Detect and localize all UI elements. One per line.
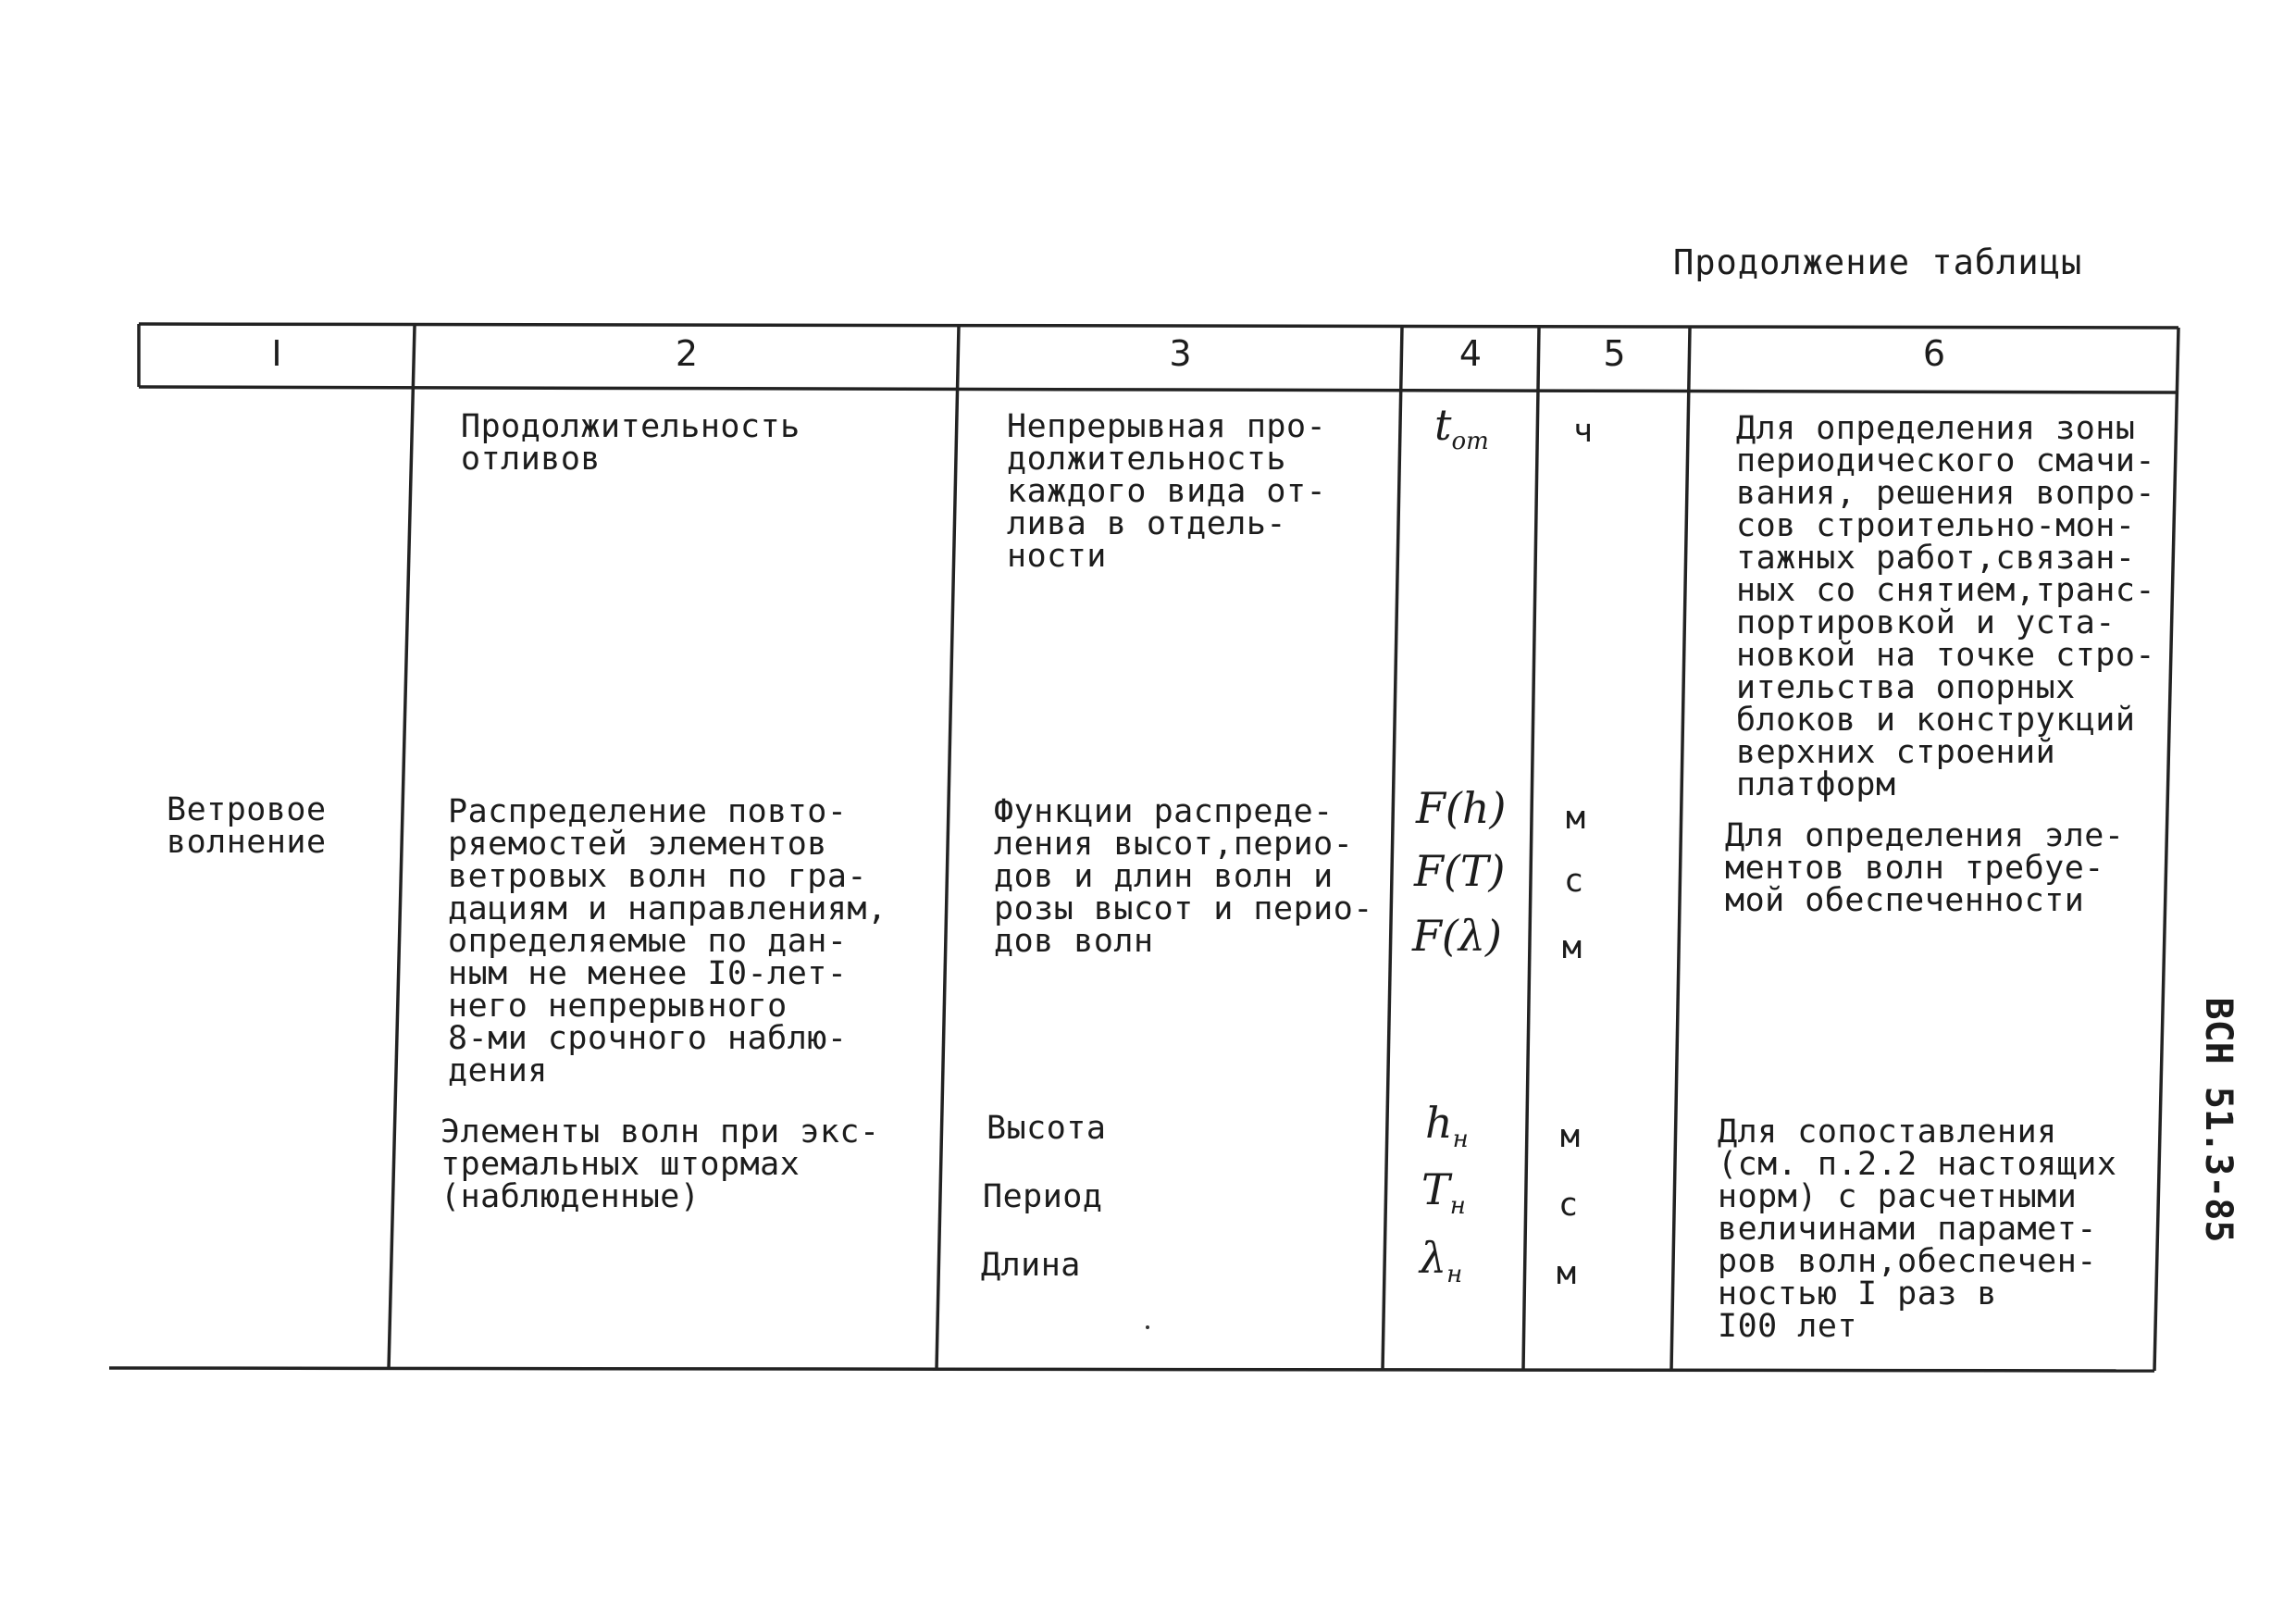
row-2-purpose: Для определения эле- ментов волн требуе- мой обеспеченности [1725,817,2125,919]
row-1-symbol-text: $t_{от}$ [1434,400,1489,456]
row-1-parameter: Продолжительность отливов [461,408,800,478]
row-3-unit-3: м [1557,1255,1577,1292]
col-border-5 [1523,327,1539,1370]
col-border-7 [2154,328,2178,1371]
document-code [2195,997,2241,1243]
row-3-characteristic-3: Длина [981,1247,1081,1284]
row-3-unit-2: с [1558,1187,1579,1224]
header-col-3: 3 [1169,333,1192,374]
row-3-purpose: Для сопоставления (см. п.2.2 настоящих норм) с расчетными величинами парамет- ров волн,обеспечен- ностью I раз в I00 лет [1718,1113,2117,1345]
row-2-symbol-2: F(T) [1414,846,1506,896]
header-col-2: 2 [675,333,699,374]
document-code-text: ВСН 51.3-85 [2197,997,2240,1243]
row-1-characteristic: Непрерывная про- должительность каждого вида от- лива в отдель- ности [1007,408,1327,575]
header-col-1: I [271,333,282,374]
row-3-parameter: Элементы волн при экс- тремальных штормах (наблюденные) [441,1113,880,1215]
row-2-symbol-1: F(h) [1416,783,1507,833]
row-2-parameter: Распределение повто- ряемостей элементов ветровых волн по гра- дациям и направлениям, определяемые по дан- ным не менее I0-лет- него непрерывного 8-ми срочного наблю- дения [448,793,887,1089]
header-col-5: 5 [1603,333,1626,374]
row-3-symbol-3 [1420,1233,1463,1296]
row-2-unit-1: м [1566,800,1586,837]
col-border-4 [1383,327,1402,1370]
row-3-symbol-1-text: $h_н$ [1425,1098,1469,1154]
header-col-4: 4 [1458,333,1483,374]
row-2-unit-2: с [1564,863,1584,900]
col-border-6 [1671,328,1690,1371]
header-divider [139,387,2178,392]
row-3-characteristic-2: Период [983,1178,1103,1215]
row-1-symbol [1434,400,1489,463]
row-3-symbol-1 [1425,1098,1469,1161]
row-2-symbol-3: F(λ) [1412,911,1502,961]
row-3-symbol-2 [1421,1164,1466,1227]
header-col-6: 6 [1922,333,1946,374]
row-3-characteristic-1: Высота [987,1110,1107,1147]
col-border-2 [389,326,415,1369]
table-caption: Продолжение таблицы [1673,243,2083,282]
row-2-characteristic: Функции распреде- ления высот,перио- дов и длин волн и розы высот и перио- дов волн [994,793,1373,960]
table-top-border [139,324,2178,328]
row-2-unit-3: м [1562,929,1582,966]
row-3-symbol-3-text: $\lambda_н$ [1420,1233,1463,1289]
row-1-purpose: Для определения зоны периодического смачи- вания, решения вопро- сов строительно-мон- тажных работ,связан- ных со снятием,транс- портировкой и уста- новкой на точке стро- ительства опорных блоков и конструкций верхних строений платформ [1736,410,2156,803]
row-3-symbol-2-text: $T_н$ [1421,1164,1466,1221]
row-3-unit-1: м [1560,1118,1581,1155]
scan-speck [1146,1325,1149,1329]
table-bottom-border [109,1368,2154,1371]
section-label: Ветровое волнение [167,791,327,861]
col-border-3 [937,326,959,1370]
row-1-unit: ч [1573,413,1594,450]
